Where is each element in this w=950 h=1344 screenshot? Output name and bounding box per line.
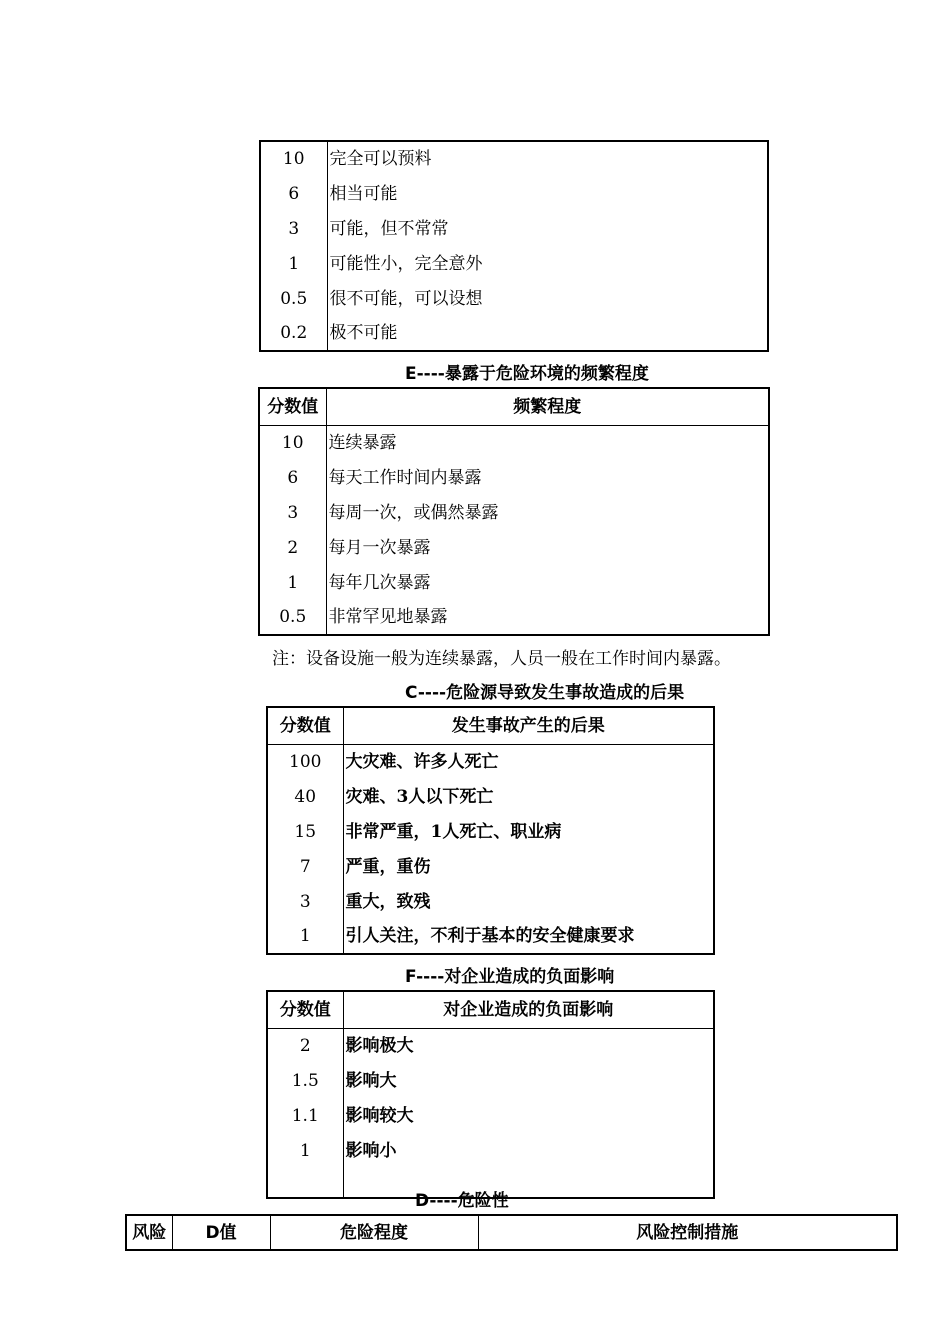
table-row [260,141,768,176]
desc-cell: 影响大 [343,1063,714,1098]
table-row [259,425,769,460]
header-d-value: D值 [172,1215,270,1250]
table-row [267,1098,714,1133]
score-cell: 3 [287,502,299,523]
table-row [267,884,714,919]
caption-f: F----对企业造成的负面影响 [405,967,615,987]
consequence-table [266,706,715,955]
score-cell: 2 [299,1035,311,1056]
table-header-row [259,388,769,425]
header-desc: 发生事故产生的后果 [343,707,714,744]
caption-e: E----暴露于危险环境的频繁程度 [405,364,649,384]
header-risk: 风险 [132,1222,167,1243]
desc-cell: 灾难、3人以下死亡 [343,779,714,814]
table-row [267,1063,714,1098]
header-score: 分数值 [259,388,326,425]
score-cell: 1 [299,1140,311,1161]
table-row [259,600,769,635]
impact-table [266,990,715,1199]
score-cell: 0.5 [280,288,308,309]
score-cell: 6 [287,467,299,488]
score-cell: 6 [288,183,300,204]
table-row [267,779,714,814]
score-cell: 3 [288,218,300,239]
score-cell: 7 [299,856,311,877]
header-desc: 对企业造成的负面影响 [343,991,714,1028]
header-score: 分数值 [267,991,343,1028]
caption-c: C----危险源导致发生事故造成的后果 [405,683,685,703]
desc-cell: 严重，重伤 [343,849,714,884]
desc-cell: 每天工作时间内暴露 [326,460,769,495]
desc-cell: 大灾难、许多人死亡 [343,744,714,779]
score-cell: 3 [299,891,311,912]
score-cell: 1 [288,253,300,274]
table-header-row [267,991,714,1028]
desc-cell: 影响极大 [343,1028,714,1063]
score-cell: 1 [299,926,311,946]
table-row [260,211,768,246]
desc-cell: 每年几次暴露 [326,565,769,600]
desc-cell: 引人关注，不利于基本的安全健康要求 [343,919,714,954]
score-cell: 40 [294,786,317,807]
desc-cell: 重大，致残 [343,884,714,919]
desc-cell: 非常严重，1人死亡、职业病 [343,814,714,849]
table-row [267,919,714,954]
desc-cell: 完全可以预料 [327,141,768,176]
desc-cell: 连续暴露 [326,425,769,460]
score-cell: 1 [287,572,299,593]
exposure-table [258,387,770,636]
desc-cell: 非常罕见地暴露 [326,600,769,635]
header-control-measures: 风险控制措施 [478,1215,897,1250]
score-cell: 100 [289,751,322,772]
table-row [267,814,714,849]
desc-cell: 可能，但不常常 [327,211,768,246]
desc-cell: 每月一次暴露 [326,530,769,565]
table-row [267,1028,714,1063]
desc-cell: 影响小 [343,1133,714,1168]
score-cell: 10 [281,432,304,453]
table-row [259,530,769,565]
desc-cell: 可能性小，完全意外 [327,246,768,281]
likelihood-table [259,140,769,352]
score-cell: 1.1 [291,1105,319,1126]
score-cell: 0.5 [279,607,307,627]
table-header-row [267,707,714,744]
table-row [259,495,769,530]
desc-cell: 很不可能，可以设想 [327,281,768,316]
header-score: 分数值 [267,707,343,744]
table-row [260,316,768,351]
desc-cell: 影响较大 [343,1098,714,1133]
table-row [260,281,768,316]
table-row [259,460,769,495]
desc-cell: 每周一次，或偶然暴露 [326,495,769,530]
table-row [260,176,768,211]
score-cell: 10 [282,149,305,169]
score-cell: 1.5 [291,1070,319,1091]
table-row [260,246,768,281]
table-row [267,1133,714,1168]
header-danger-level: 危险程度 [270,1215,478,1250]
desc-cell: 极不可能 [327,316,768,351]
header-desc: 频繁程度 [326,388,769,425]
table-row [267,744,714,779]
caption-d: D----危险性 [415,1191,509,1211]
score-cell: 2 [287,537,299,558]
exposure-note: 注：设备设施一般为连续暴露，人员一般在工作时间内暴露。 [272,649,731,669]
score-cell: 15 [294,821,317,842]
score-cell: 0.2 [280,323,308,343]
table-row [259,565,769,600]
risk-table [125,1214,898,1251]
desc-cell: 相当可能 [327,176,768,211]
table-row [267,849,714,884]
table-header-row [126,1215,897,1250]
